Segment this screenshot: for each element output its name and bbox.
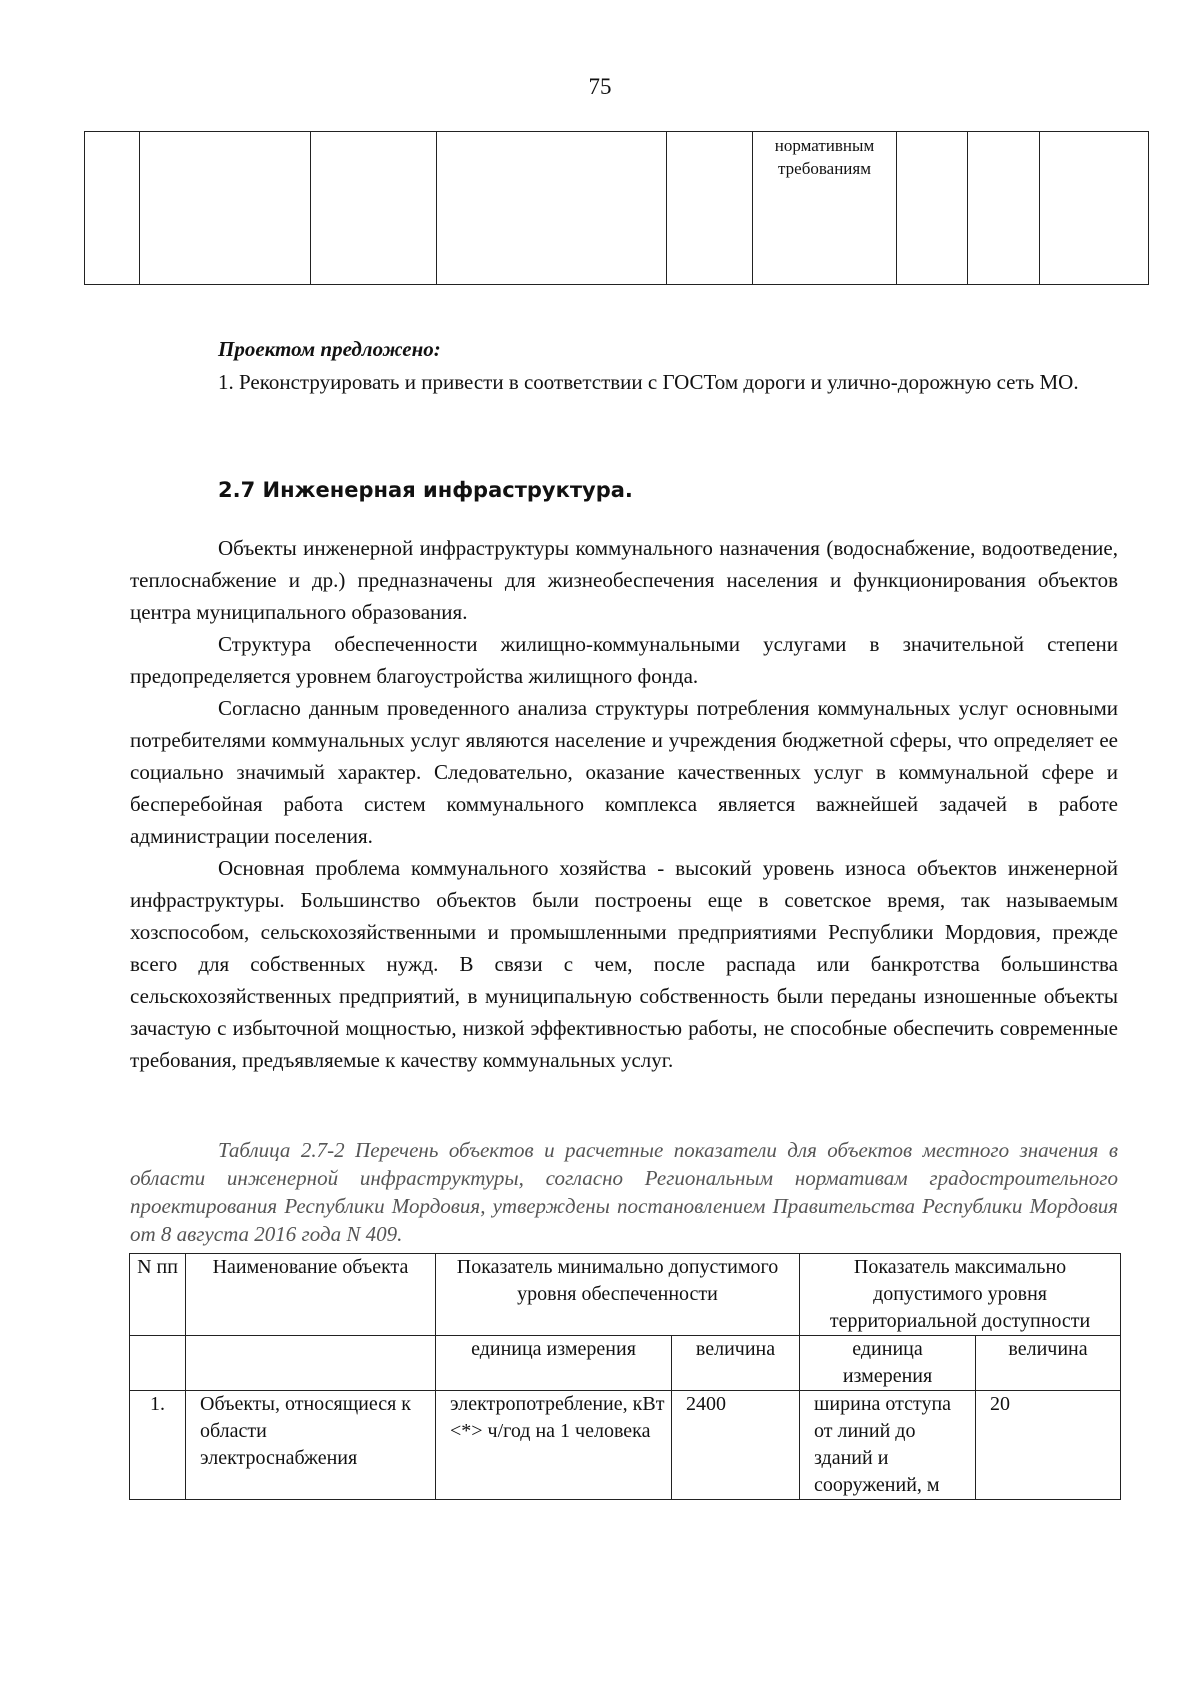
table-cell: нормативным требованиям — [753, 132, 897, 285]
continuation-table — [84, 131, 1149, 285]
table-cell — [968, 132, 1040, 285]
table-cell — [437, 132, 667, 285]
page-number: 75 — [588, 74, 612, 99]
header-value: величина — [672, 1336, 800, 1391]
table-cell — [1040, 132, 1149, 285]
proposal-heading: Проектом предложено: — [218, 337, 441, 361]
table-cell — [186, 1336, 436, 1391]
header-num: N пп — [130, 1254, 186, 1336]
row-name: Объекты, относящиеся к области электроснабжения — [186, 1391, 436, 1500]
row-max-value: 20 — [976, 1391, 1121, 1500]
table-cell — [667, 132, 753, 285]
table-cell — [130, 1336, 186, 1391]
header-max: Показатель максимально допустимого уровня территориальной доступности — [800, 1254, 1121, 1336]
row-min-value: 2400 — [672, 1391, 800, 1500]
header-name: Наименование объекта — [186, 1254, 436, 1336]
paragraph: Объекты инженерной инфраструктуры коммунального назначения (водоснабжение, водоотведение, теплоснабжение и др.) предназначены для жизнеобеспечения населения и функционирования объектов центра муниципального образования. — [130, 536, 1118, 624]
table-row — [130, 1391, 1121, 1500]
table-cell — [85, 132, 140, 285]
header-unit: единица измерения — [436, 1336, 672, 1391]
table-cell — [311, 132, 437, 285]
section-body — [130, 532, 1118, 1076]
header-min: Показатель минимально допустимого уровня обеспеченности — [436, 1254, 800, 1336]
paragraph: Основная проблема коммунального хозяйства - высокий уровень износа объектов инженерной инфраструктуры. Большинство объектов были построены еще в советское время, так называемым хозспособом, сельскохозяйственными и промышленными предприятиями Республики Мордовия, прежде всего для собственных нужд. В связи с чем, после распада или банкротства большинства сельскохозяйственных предприятий, в муниципальную собственность были переданы изношенные объекты зачастую с избыточной мощностью, низкой эффективностью работы, не способные обеспечить современные требования, предъявляемые к качеству коммунальных услуг. — [130, 856, 1118, 1072]
table-cell — [897, 132, 968, 285]
row-num: 1. — [130, 1391, 186, 1500]
table-cell — [140, 132, 311, 285]
header-value2: величина — [976, 1336, 1121, 1391]
indicators-table — [129, 1253, 1121, 1500]
header-unit2: единица измерения — [800, 1336, 976, 1391]
section-heading: 2.7 Инженерная инфраструктура. — [218, 478, 633, 502]
proposal-text — [130, 366, 1118, 398]
table-caption — [130, 1136, 1118, 1248]
paragraph: Согласно данным проведенного анализа структуры потребления коммунальных услуг основными потребителями коммунальных услуг являются население и учреждения бюджетной сферы, что определяет ее социально значимый характер. Следовательно, оказание качественных услуг в коммунальной сфере и бесперебойная работа систем коммунального комплекса является важнейшей задачей в работе администрации поселения. — [130, 696, 1118, 848]
paragraph: Структура обеспеченности жилищно-коммунальными услугами в значительной степени предопределяется уровнем благоустройства жилищного фонда. — [130, 632, 1118, 688]
row-min-unit: электропотребление, кВт <*> ч/год на 1 человека — [436, 1391, 672, 1500]
table-caption-text: Таблица 2.7-2 Перечень объектов и расчетные показатели для объектов местного значения в области инженерной инфраструктуры, согласно Региональным нормативам градостроительного проектирования Республики Мордовия, утверждены постановлением Правительства Республики Мордовия от 8 августа 2016 года N 409. — [130, 1138, 1118, 1246]
proposal-item: 1. Реконструировать и привести в соответствии с ГОСТом дороги и улично-дорожную сеть МО. — [218, 370, 1079, 394]
row-max-unit: ширина отступа от линий до зданий и сооружений, м — [800, 1391, 976, 1500]
